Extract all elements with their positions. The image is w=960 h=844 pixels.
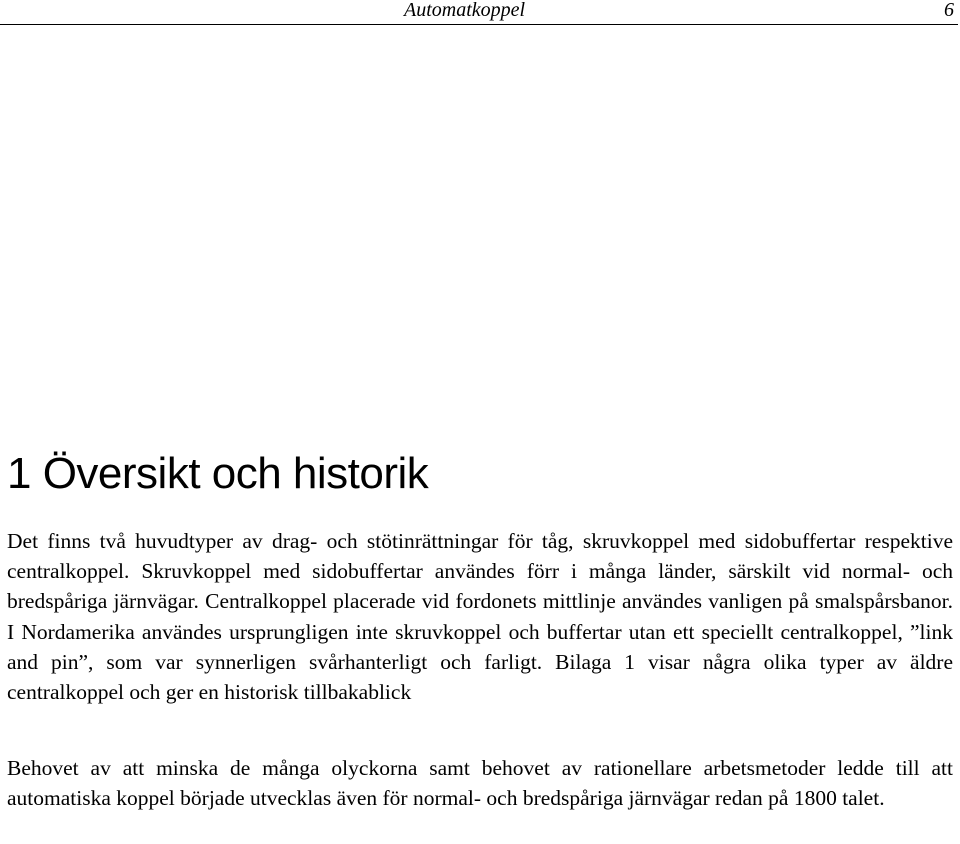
body-paragraph-2: Behovet av att minska de många olyckorna samt behovet av rationellare arbetsmetoder ledde till att automatiska koppel började utvecklas även för normal- och bredspåriga järnvägar redan på 1800 talet.	[7, 756, 953, 811]
body-paragraph-1: Det finns två huvudtyper av drag- och stötinrättningar för tåg, skruvkoppel med sidobuffertar respektive centralkoppel. Skruvkoppel med sidobuffertar användes förr i många länder, särskilt vid normal- och bredspåriga järnvägar. Centralkoppel placerade vid fordonets mittlinje användes vanligen på smalspårsbanor. I Nordamerika användes ursprungligen inte skruvkoppel och buffertar utan ett speciellt centralkoppel, ”link and pin”, som var synnerligen svårhanterligt och farligt. Bilaga 1 visar några olika typer av äldre centralkoppel och ger en historisk tillbakablick	[7, 529, 953, 705]
page-number: 6	[944, 0, 954, 21]
section-heading: 1 Översikt och historik	[7, 449, 429, 498]
running-title: Automatkoppel	[404, 0, 526, 21]
page-header	[0, 0, 958, 25]
